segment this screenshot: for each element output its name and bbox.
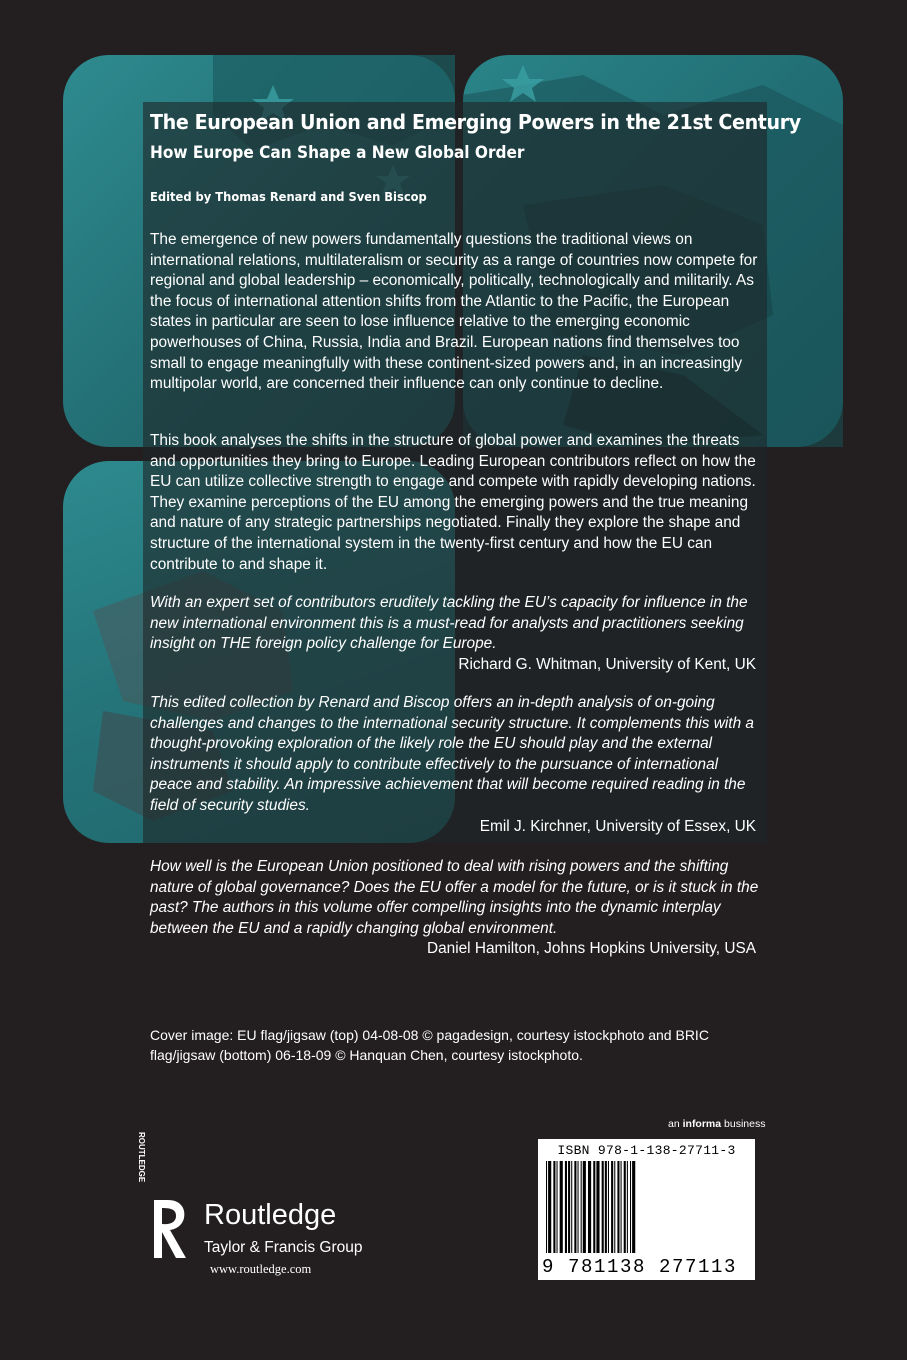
barcode-bar <box>588 1161 591 1253</box>
barcode-bar <box>581 1161 582 1253</box>
review-attribution: Daniel Hamilton, Johns Hopkins University, USA <box>426 940 756 958</box>
review-quote: This edited collection by Renard and Biscop offers an in-depth analysis of on-going challenges and changes to the international security structure. It complements this with a thought-provoking exploration of the likely role the EU should play and the external instruments it should apply to contribute effectively to the pursuance of international peace and stability. An impressive achievement that will become required reading in the field of security studies. <box>150 694 754 814</box>
editors-line: Edited by Thomas Renard and Sven Biscop <box>150 189 427 204</box>
review-3 <box>150 857 762 960</box>
barcode-bar <box>560 1161 563 1253</box>
image-credit: Cover image: EU flag/jigsaw (top) 04-08-08 © pagadesign, courtesy istockphoto and BRIC flag/jigsaw (bottom) 06-18-09 © Hanquan Chen, courtesy istockphoto. <box>150 1027 709 1063</box>
barcode-bar <box>627 1161 628 1253</box>
barcode-digits: 9 781138 277113 <box>542 1256 738 1278</box>
barcode-bars <box>544 1161 749 1261</box>
barcode-bar <box>614 1161 615 1253</box>
review-attribution: Richard G. Whitman, University of Kent, UK <box>458 655 756 673</box>
review-quote: How well is the European Union positioned to deal with rising powers and the shifting nature of global governance? Does the EU offer a model for the future, or is it stuck in the past? The authors in this volume offer compelling insights into the dynamic interplay between the EU and a rapidly changing global environment. <box>150 858 759 937</box>
informa-brand: informa <box>682 1118 722 1130</box>
barcode-bar <box>624 1161 626 1253</box>
barcode-bar <box>548 1161 551 1253</box>
barcode-bar <box>611 1161 613 1253</box>
barcode-bar <box>571 1161 572 1253</box>
barcode-bar <box>553 1161 555 1253</box>
barcode-bar <box>621 1161 622 1253</box>
book-title: The European Union and Emerging Powers in the 21st Century <box>150 110 801 134</box>
barcode-bar <box>632 1161 635 1253</box>
publisher-name: Routledge <box>204 1199 337 1231</box>
barcode-bar <box>630 1161 631 1253</box>
barcode-bar <box>593 1161 595 1253</box>
barcode-bar <box>602 1161 604 1253</box>
barcode-bar <box>565 1161 567 1253</box>
publisher-group: Taylor & Francis Group <box>204 1239 363 1256</box>
isbn-label: ISBN 978-1-138-27711-3 <box>557 1143 736 1158</box>
review-attribution: Emil J. Kirchner, University of Essex, UK <box>479 817 756 835</box>
description-paragraph-1: The emergence of new powers fundamentally questions the traditional views on international relations, multilateralism or security as a range of countries now compete for regional and global leadership – economically, politically, technologically and militarily. As the focus of international attention shifts from the Atlantic to the Pacific, the European states in particular are seen to lose influence relative to the emerging economic powerhouses of China, Russia, India and Brazil. European nations find themselves too small to engage meaningfully with these continent-sized powers and, in an increasingly multipolar world, are concerned their influence can only continue to decline. <box>150 231 758 393</box>
barcode-bar <box>546 1161 547 1253</box>
barcode-bar <box>605 1161 607 1253</box>
review-2 <box>150 693 762 837</box>
informa-suffix: business <box>721 1118 766 1130</box>
isbn-barcode <box>538 1139 755 1280</box>
barcode-bar <box>578 1161 579 1253</box>
book-subtitle: How Europe Can Shape a New Global Order <box>150 143 525 162</box>
description-paragraph-2: This book analyses the shifts in the structure of global power and examines the threats and opportunities they bring to Europe. Leading European contributors reflect on how the EU can utilize collective strength to engage and compete with rapidly developing nations. They examine perceptions of the EU among the emerging powers and the true meaning and nature of any strategic partnerships negotiated. Finally they explore the shape and structure of the international system in the twenty-first century and how the EU can contribute to and shape it. <box>150 432 756 573</box>
routledge-logo-vertical-text: ROUTLEDGE <box>137 1132 146 1183</box>
barcode-bar <box>574 1161 576 1253</box>
barcode-bar <box>596 1161 599 1253</box>
publisher-url: www.routledge.com <box>210 1262 312 1276</box>
routledge-logo-icon <box>137 1132 196 1264</box>
barcode-bar <box>608 1161 609 1253</box>
barcode-bar <box>583 1161 586 1253</box>
barcode-bar <box>568 1161 570 1253</box>
barcode-bar <box>557 1161 558 1253</box>
barcode-bar <box>617 1161 619 1253</box>
review-1 <box>150 593 762 675</box>
informa-prefix: an <box>668 1118 683 1130</box>
informa-business-tag <box>668 1118 765 1130</box>
review-quote: With an expert set of contributors eruditely tackling the EU’s capacity for influence in the new international environment this is a must-read for analysts and practitioners seeking insight on THE foreign policy challenge for Europe. <box>150 594 748 653</box>
